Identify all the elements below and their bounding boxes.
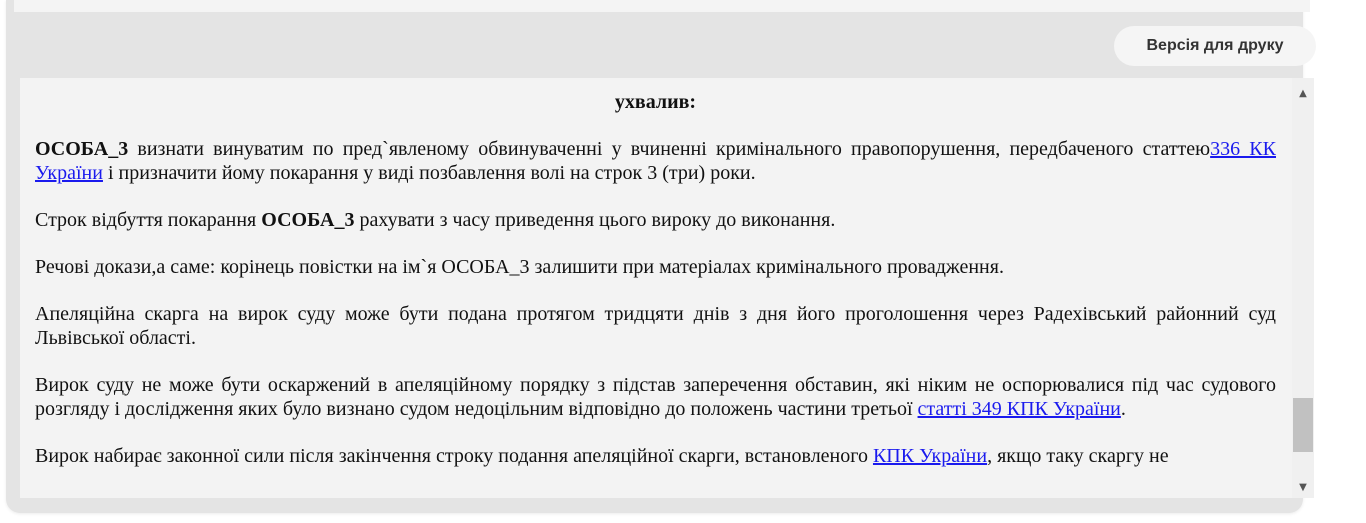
print-version-button[interactable]: Версія для друку	[1114, 26, 1316, 66]
link-kpk[interactable]: КПК України	[872, 445, 988, 467]
paragraph-legal-force: Вирок набирає законної сили після закінчення строку подання апеляційної скарги, встановленого КПК України, якщо таку скаргу не	[35, 445, 1169, 467]
vertical-scrollbar[interactable]	[1292, 78, 1314, 498]
document-text	[35, 90, 1276, 491]
scrollbar-thumb[interactable]	[1293, 398, 1313, 452]
ruling-heading: ухвалив:	[614, 91, 697, 113]
link-336-kk[interactable]: 336 КК України	[35, 138, 1276, 184]
arrow-up-icon[interactable]: ▲	[1299, 88, 1307, 99]
person-name: ОСОБА_3	[261, 209, 355, 231]
previous-card	[14, 0, 1310, 12]
person-name: ОСОБА_3	[35, 138, 129, 160]
paragraph-appeal-limits: Вирок суду не може бути оскаржений в апеляційному порядку з підстав заперечення обставин, які ніким не оспорювалися під час судового розгляду і дослідження яких було визнано судом недоцільним відповідно до положень частини третьої статті 349 КПК України.	[35, 374, 1276, 420]
link-article-349-kpk[interactable]: статті 349 КПК України	[917, 398, 1121, 420]
document-viewer[interactable]	[20, 78, 1314, 498]
paragraph-appeal: Апеляційна скарга на вирок суду може бути подана протягом тридцяти днів з дня його проголошення через Радехівський районний суд Львівської області.	[35, 303, 1276, 349]
paragraph-term: Строк відбуття покарання ОСОБА_3 рахувати з часу приведення цього вироку до виконання.	[35, 209, 836, 231]
arrow-down-icon[interactable]: ▼	[1299, 482, 1307, 493]
paragraph-evidence: Речові докази,а саме: корінець повістки на ім`я ОСОБА_3 залишити при матеріалах кримінального провадження.	[35, 256, 1004, 278]
paragraph-verdict: ОСОБА_3 визнати винуватим по пред`явленому обвинуваченні у вчиненні кримінального правопорушення, передбаченого статтею336 КК України і призначити йому покарання у виді позбавлення волі на строк 3 (три) роки.	[35, 138, 1276, 184]
